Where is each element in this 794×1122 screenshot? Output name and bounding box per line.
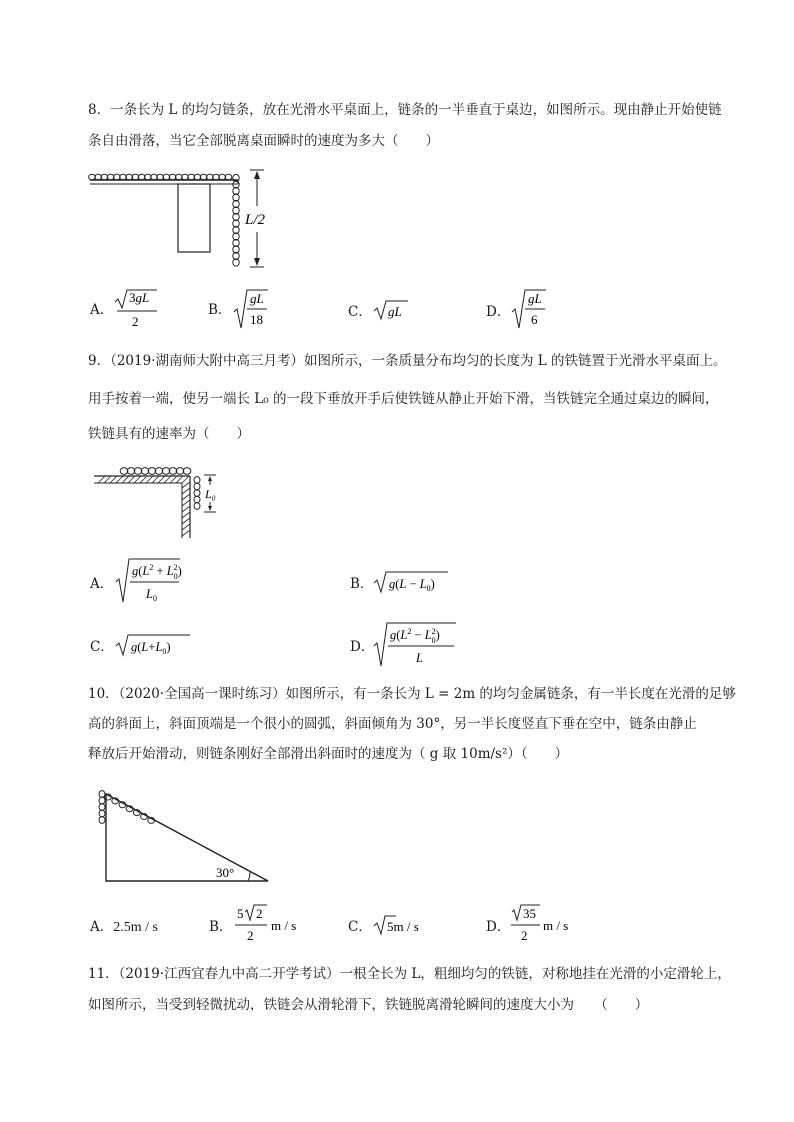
q10-figure xyxy=(94,782,274,886)
q8-option-c[interactable]: C． xyxy=(348,304,372,320)
hatch-mark xyxy=(182,518,190,524)
svg-text:5m / s: 5m / s xyxy=(387,919,419,934)
q8-option-a[interactable]: A． xyxy=(90,302,114,318)
hatch-mark xyxy=(158,476,165,483)
hatch-mark xyxy=(146,476,153,483)
q9-option-c[interactable]: C． xyxy=(90,639,114,655)
svg-text:gL: gL xyxy=(388,304,402,319)
hatch-mark xyxy=(182,494,190,500)
svg-text:g(L − L0): $g(L - L_0)$ xyxy=(389,577,435,593)
chain-link xyxy=(194,483,200,490)
hatch-mark xyxy=(182,488,190,494)
chain-link xyxy=(99,810,105,817)
chain-link xyxy=(99,804,105,811)
q9-line-3: 铁链具有的速率为（ ） xyxy=(88,426,250,442)
q10-line-1: 10．（2020·全国高一课时练习）如图所示，有一条长为 L = 2m 的均匀金属链条，有一半长度在光滑的足够 xyxy=(88,686,736,702)
q9-option-d-formula xyxy=(372,620,462,672)
q8-option-d[interactable]: D． xyxy=(486,304,511,320)
q9-option-c-formula xyxy=(114,633,194,661)
svg-text:g(L+L0): $g(L+L_0)$ xyxy=(131,640,171,656)
hatch-mark xyxy=(128,476,135,483)
svg-text:2: 2 xyxy=(132,314,139,329)
svg-text:g(L2 + L20): $g(L^2 + L^2$ 0) xyxy=(132,563,182,581)
svg-text:5: 5 xyxy=(237,906,244,921)
svg-text:L: L xyxy=(416,651,423,665)
svg-text:2: 2 xyxy=(247,928,254,943)
q8-option-b[interactable]: B． xyxy=(208,302,232,318)
q10-option-c[interactable]: C． xyxy=(348,919,372,935)
hatch-mark xyxy=(182,524,190,530)
q8-option-a-formula xyxy=(113,288,163,333)
q8-line-1: 8．一条长为 L 的均匀链条，放在光滑水平桌面上，链条的一半垂直于桌边，如图所示。现由静止开始使链 xyxy=(88,102,722,118)
q8-option-c-formula xyxy=(372,299,412,325)
hatch-mark xyxy=(116,476,123,483)
q9-option-a[interactable]: A． xyxy=(90,576,114,592)
chain-link xyxy=(134,468,142,475)
q10-option-b[interactable]: B． xyxy=(209,919,233,935)
svg-text:6: 6 xyxy=(531,312,538,327)
svg-text:m / s: m / s xyxy=(271,918,297,933)
hatch-mark xyxy=(122,476,129,483)
q8-option-d-formula xyxy=(510,288,550,336)
q8-line-2: 条自由滑落，当它全部脱离桌面瞬时的速度为多大（ ） xyxy=(88,133,439,149)
q9-line-1: 9．（2019·湖南师大附中高三月考）如图所示，一条质量分布均匀的长度为 L 的铁链置于光滑水平桌面上。 xyxy=(88,353,727,369)
q9-figure xyxy=(94,458,234,543)
q10-fig-label: 30° xyxy=(216,865,235,880)
q8-figure xyxy=(88,160,278,275)
svg-text:18: 18 xyxy=(250,312,263,327)
hatch-mark xyxy=(182,512,190,518)
chain-link xyxy=(194,496,200,503)
hatch-mark xyxy=(182,482,190,488)
hatch-mark xyxy=(182,530,190,536)
svg-text:2: 2 xyxy=(256,906,263,921)
hatch-mark xyxy=(140,476,147,483)
chain-link xyxy=(127,468,135,475)
svg-text:gL: gL xyxy=(528,291,542,306)
chain-link xyxy=(194,477,200,484)
svg-text:gL: gL xyxy=(250,291,264,306)
chain-link xyxy=(194,503,200,510)
q10-option-c-formula xyxy=(372,914,442,940)
hatch-mark xyxy=(176,476,183,483)
hatch-mark xyxy=(170,476,177,483)
q10-option-a[interactable]: A．2.5m / s xyxy=(90,919,158,935)
hatch-mark xyxy=(164,476,171,483)
svg-text:2: 2 xyxy=(521,928,528,943)
chain-link xyxy=(99,797,105,804)
svg-text:L0: $L_0$ xyxy=(146,587,157,603)
q9-option-b[interactable]: B． xyxy=(350,576,374,592)
svg-text:m / s: m / s xyxy=(543,918,569,933)
chain-link xyxy=(169,468,177,475)
hatch-mark xyxy=(152,476,159,483)
chain-link xyxy=(183,468,191,475)
chain-link xyxy=(162,468,170,475)
svg-text:35: 35 xyxy=(523,906,536,921)
chain-link xyxy=(194,490,200,497)
hatch-mark xyxy=(110,476,117,483)
q9-line-2: 用手按着一端，使另一端长 L₀ 的一段下垂放开手后使铁链从静止开始下滑，当铁链完全通过桌边的瞬间， xyxy=(88,391,719,407)
q10-line-3: 释放后开始滑动，则链条刚好全部滑出斜面时的速度为（ g 取 10m/s²）（ ） xyxy=(88,746,569,762)
hatch-mark xyxy=(182,506,190,512)
q10-option-b-formula xyxy=(233,902,303,950)
q9-option-a-formula xyxy=(114,556,184,608)
svg-text:3gL: 3gL xyxy=(129,290,150,305)
hatch-mark xyxy=(104,476,111,483)
q10-option-d-formula xyxy=(510,902,590,950)
q9-option-b-formula xyxy=(372,570,452,598)
q10-option-d[interactable]: D． xyxy=(486,919,511,935)
chain-link xyxy=(99,817,105,824)
chain-link xyxy=(155,468,163,475)
q8-option-b-formula xyxy=(232,288,272,336)
chain-link xyxy=(148,468,156,475)
q8-fig-label: L/2 xyxy=(245,212,266,228)
hatch-mark xyxy=(182,500,190,506)
chain-link xyxy=(141,468,149,475)
q10-line-2: 高的斜面上，斜面顶端是一个很小的圆弧，斜面倾角为 30°，另一半长度竖直下垂在空中，链条由静止 xyxy=(88,716,697,732)
q9-option-d[interactable]: D． xyxy=(350,639,375,655)
chain-link xyxy=(176,468,184,475)
chain-link xyxy=(99,791,105,798)
q11-line-1: 11．（2019·江西宜春九中高二开学考试）一根全长为 L，粗细均匀的铁链，对称地挂在光滑的小定滑轮上， xyxy=(88,966,731,982)
q9-fig-label: L₀ xyxy=(205,487,216,501)
svg-text:g(L2 − L20): $g(L^2 - L^2$ 0) xyxy=(390,627,440,645)
hatch-mark xyxy=(98,476,105,483)
hatch-mark xyxy=(134,476,141,483)
q11-line-2: 如图所示，当受到轻微扰动，铁链会从滑轮滑下，铁链脱离滑轮瞬间的速度大小为 （ ） xyxy=(88,997,649,1013)
chain-link xyxy=(120,468,128,475)
hatch-mark xyxy=(182,476,189,483)
